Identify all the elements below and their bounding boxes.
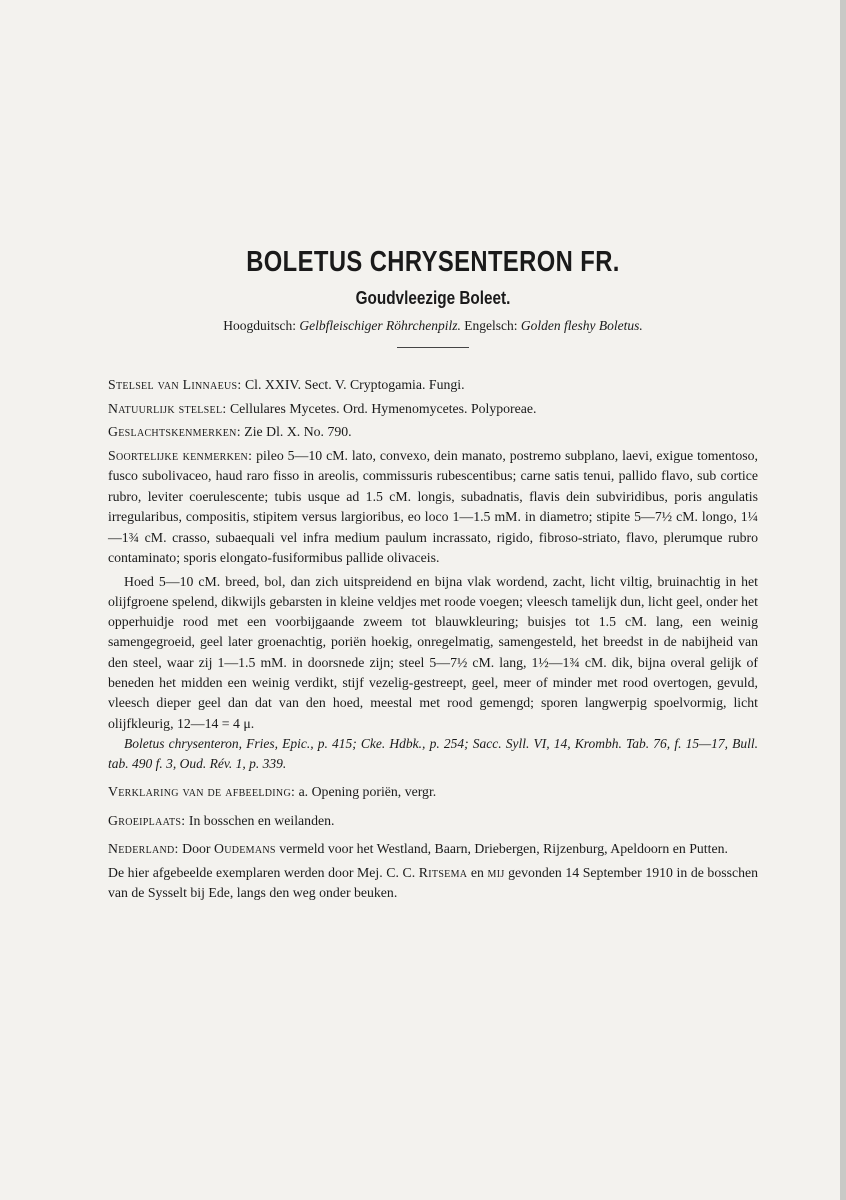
verklaring-label: Verklaring van de afbeelding: [108, 784, 296, 800]
german-label: Hoogduitsch: [223, 318, 297, 333]
geslacht-entry [108, 422, 758, 443]
english-label: Engelsch: [464, 318, 518, 333]
geslacht-label: Geslachtskenmerken: [108, 424, 241, 439]
nederland-text: vermeld voor het Westland, Baarn, Driebergen, Rijzenburg, Apeldoorn en Putten. [279, 841, 728, 857]
species-title: BOLETUS CHRYSENTERON FR. [246, 246, 620, 278]
natuurlijk-entry [108, 399, 758, 420]
description-paragraph: Hoed 5—10 cM. breed, bol, dan zich uitspreidend en bijna vlak wordend, zacht, licht viltig, bruinachtig in het olijfgroene spelend, dikwijls gebarsten in kleine veldjes met roode voegen; vleesch tamelijk dun, licht geel, onder het opperhuidje rood met een voorbijgaande zweem tot blauwkleuring; buisjes tot 1.5 cM. lang, een weinig samengegroeid, geel later groenachtig, poriën hoekig, onregelmatig, samengesteld, het breedst in de nabijheid van den steel, waar zij 1—1.5 mM. in doorsnede zijn; steel 5—7½ cM. lang, 1½—1¾ cM. dik, bijna overal gelijk of beneden het midden een weinig verdikt, stijf vezelig-gestreept, geel, meer of minder met rood overtogen, gevuld, vleesch dieper geel dan dat van den hoed, meestal met rood gemengd; sporen langwerpig spoelvormig, licht olijfkleurig, 12—14 = 4 μ. [108, 573, 758, 731]
geslacht-text: Zie Dl. X. No. 790. [244, 424, 352, 439]
groeiplaats-text: In bosschen en weilanden. [188, 812, 335, 828]
soort-text: pileo 5—10 cM. lato, convexo, dein manato, postremo subplano, laevi, exigue tomentoso, fusco subolivaceo, haud raro fisso in areolis, commissuris rubescentibus; carne satis tenui, pallido flavo, sub cortice rubro, leviter coerulescente; tubis usque ad 1.5 cM. longis, subadnatis, flavis dein subviridibus, poris angulatis irregularibus, compositis, stipitem versus largioribus, eo loco 1—1.5 mM. in diametro; stipite 5—7½ cM. longo, 1¼—1¾ cM. crasso, subaequali vel infra medium paulum incrassato, rigido, fibroso-striato, flavo, plerumque rubro contaminato; sporis elongato-fusiformibus pallide olivaceis. [108, 447, 759, 565]
stelsel-text: Cl. XXIV. Sect. V. Cryptogamia. Fungi. [244, 377, 465, 392]
verklaring-entry [108, 782, 758, 803]
closing-mid: en [470, 864, 484, 880]
verklaring-text: a. Opening poriën, vergr. [298, 784, 437, 800]
nederland-entry [108, 839, 758, 860]
nederland-person: Oudemans [213, 841, 276, 857]
soort-label: Soortelijke kenmerken: [108, 447, 253, 463]
closing-paragraph [108, 863, 758, 904]
closing-pre: De hier afgebeelde exemplaren werden door Mej. C. C. [108, 864, 416, 880]
stelsel-entry [108, 375, 758, 396]
natuurlijk-label: Natuurlijk stelsel: [108, 400, 227, 416]
nederland-label: Nederland: [108, 841, 179, 857]
nederland-pre: Door [182, 841, 211, 857]
soort-entry [108, 446, 758, 569]
closing-person2: mij [487, 864, 505, 880]
scan-edge [840, 0, 846, 1200]
natuurlijk-text: Cellulares Mycetes. Ord. Hymenomycetes. Polyporeae. [229, 400, 537, 416]
german-name: Gelbfleischiger Röhrchenpilz. [299, 318, 461, 333]
closing-post: gevonden 14 September 1910 in de bosschen van de Sysselt bij Ede, langs den weg onder beuken. [108, 864, 759, 901]
dutch-name: Goudvleezige Boleet. [355, 288, 511, 308]
groeiplaats-label: Groeiplaats: [108, 812, 186, 828]
document-page [108, 240, 758, 907]
english-name: Golden fleshy Boletus. [520, 318, 643, 333]
vernacular-names [108, 316, 758, 336]
groeiplaats-entry [108, 811, 758, 832]
divider [397, 347, 469, 348]
references-paragraph: Boletus chrysenteron, Fries, Epic., p. 415; Cke. Hdbk., p. 254; Sacc. Syll. VI, 14, Krombh. Tab. 76, f. 15—17, Bull. tab. 490 f. 3, Oud. Rév. 1, p. 339. [108, 735, 758, 772]
closing-person1: Ritsema [418, 864, 468, 880]
stelsel-label: Stelsel van Linnaeus: [108, 377, 242, 392]
